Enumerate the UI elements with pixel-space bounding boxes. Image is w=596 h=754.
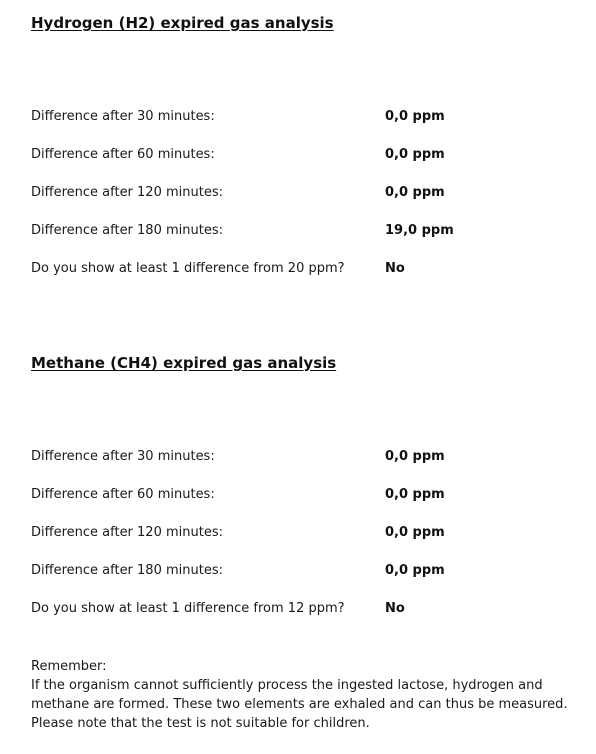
reminder-line: If the organism cannot sufficiently process the ingested lactose, hydrogen and (31, 678, 543, 693)
row-value: 0,0 ppm (385, 487, 445, 502)
row-label: Difference after 120 minutes: (31, 185, 223, 200)
methane-row-120min (31, 525, 551, 545)
row-label: Difference after 180 minutes: (31, 563, 223, 578)
row-value: 19,0 ppm (385, 223, 454, 238)
row-value: 0,0 ppm (385, 109, 445, 124)
hydrogen-row-120min (31, 185, 551, 205)
row-value: No (385, 261, 405, 276)
reminder-note (31, 657, 571, 733)
hydrogen-row-60min (31, 147, 551, 167)
row-value: 0,0 ppm (385, 147, 445, 162)
row-value: 0,0 ppm (385, 563, 445, 578)
methane-row-60min (31, 487, 551, 507)
row-value: 0,0 ppm (385, 185, 445, 200)
hydrogen-row-threshold-question (31, 261, 551, 281)
row-label: Difference after 180 minutes: (31, 223, 223, 238)
hydrogen-row-180min (31, 223, 551, 243)
row-label: Difference after 120 minutes: (31, 525, 223, 540)
row-value: 0,0 ppm (385, 525, 445, 540)
methane-row-180min (31, 563, 551, 583)
hydrogen-row-30min (31, 109, 551, 129)
row-label: Do you show at least 1 difference from 12 ppm? (31, 601, 345, 616)
row-value: No (385, 601, 405, 616)
methane-row-threshold-question (31, 601, 551, 621)
row-label: Difference after 30 minutes: (31, 109, 215, 124)
row-label: Do you show at least 1 difference from 20 ppm? (31, 261, 345, 276)
row-label: Difference after 30 minutes: (31, 449, 215, 464)
hydrogen-section-title: Hydrogen (H2) expired gas analysis (31, 14, 334, 32)
row-value: 0,0 ppm (385, 449, 445, 464)
reminder-line: methane are formed. These two elements are exhaled and can thus be measured. (31, 697, 568, 712)
row-label: Difference after 60 minutes: (31, 147, 215, 162)
methane-section-title: Methane (CH4) expired gas analysis (31, 354, 337, 372)
methane-row-30min (31, 449, 551, 469)
reminder-heading: Remember: (31, 659, 107, 674)
row-label: Difference after 60 minutes: (31, 487, 215, 502)
reminder-line: Please note that the test is not suitable for children. (31, 716, 370, 731)
